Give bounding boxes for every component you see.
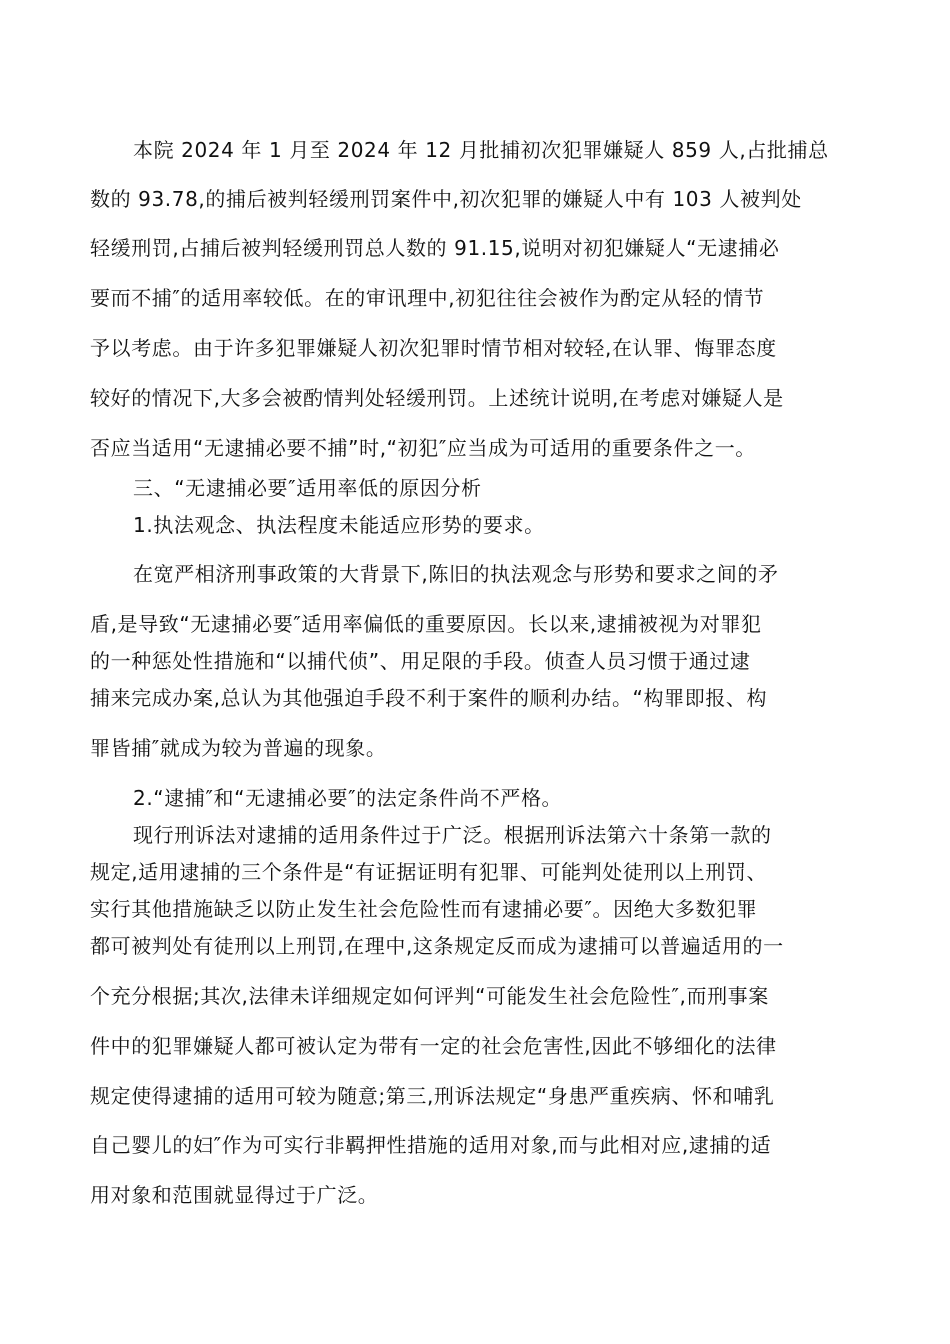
text-line: 自己婴儿的妇″作为可实行非羁押性措施的适用对象,而与此相对应,逮捕的适	[90, 1133, 772, 1157]
text-line: 的一种惩处性措施和“以捕代侦”、用足限的手段。侦查人员习惯于通过逮	[90, 649, 751, 673]
text-line: 要而不捕″的适用率较低。在的审讯理中,初犯往往会被作为酌定从轻的情节	[90, 286, 765, 310]
text-line: 用对象和范围就显得过于广泛。	[90, 1183, 379, 1207]
text-line: 现行刑诉法对逮捕的适用条件过于广泛。根据刑诉法第六十条第一款的	[133, 823, 772, 847]
section-heading: 三、“无逮捕必要″适用率低的原因分析	[133, 476, 482, 500]
text-line: 罪皆捕″就成为较为普遍的现象。	[90, 736, 387, 760]
text-line: 否应当适用“无逮捕必要不捕”时,“初犯″应当成为可适用的重要条件之一。	[90, 436, 756, 460]
subsection-heading: 2.“逮捕″和“无逮捕必要″的法定条件尚不严格。	[133, 786, 563, 810]
text-line: 捕来完成办案,总认为其他强迫手段不利于案件的顺利办结。“构罪即报、构	[90, 686, 768, 710]
text-line: 都可被判处有徒刑以上刑罚,在理中,这条规定反而成为逮捕可以普遍适用的一	[90, 934, 784, 958]
text-line: 本院 2024 年 1 月至 2024 年 12 月批捕初次犯罪嫌疑人 859 人,占批捕总	[133, 138, 829, 162]
text-line: 个充分根据;其次,法律未详细规定如何评判“可能发生社会危险性″,而刑事案	[90, 984, 769, 1008]
text-line: 盾,是导致“无逮捕必要″适用率偏低的重要原因。长以来,逮捕被视为对罪犯	[90, 612, 762, 636]
text-line: 予以考虑。由于许多犯罪嫌疑人初次犯罪时情节相对较轻,在认罪、悔罪态度	[90, 336, 777, 360]
text-line: 规定使得逮捕的适用可较为随意;第三,刑诉法规定“身患严重疾病、怀和哺乳	[90, 1084, 775, 1108]
text-line: 较好的情况下,大多会被酌情判处轻缓刑罚。上述统计说明,在考虑对嫌疑人是	[90, 386, 784, 410]
subsection-heading: 1.执法观念、执法程度未能适应形势的要求。	[133, 513, 545, 537]
text-line: 轻缓刑罚,占捕后被判轻缓刑罚总人数的 91.15,说明对初犯嫌疑人“无逮捕必	[90, 236, 780, 260]
text-line: 在宽严相济刑事政策的大背景下,陈旧的执法观念与形势和要求之间的矛	[133, 562, 779, 586]
text-line: 实行其他措施缺乏以防止发生社会危险性而有逮捕必要″。因绝大多数犯罪	[90, 897, 758, 921]
text-line: 件中的犯罪嫌疑人都可被认定为带有一定的社会危害性,因此不够细化的法律	[90, 1034, 777, 1058]
text-line: 规定,适用逮捕的三个条件是“有证据证明有犯罪、可能判处徒刑以上刑罚、	[90, 860, 768, 884]
text-line: 数的 93.78,的捕后被判轻缓刑罚案件中,初次犯罪的嫌疑人中有 103 人被判处	[90, 187, 802, 211]
